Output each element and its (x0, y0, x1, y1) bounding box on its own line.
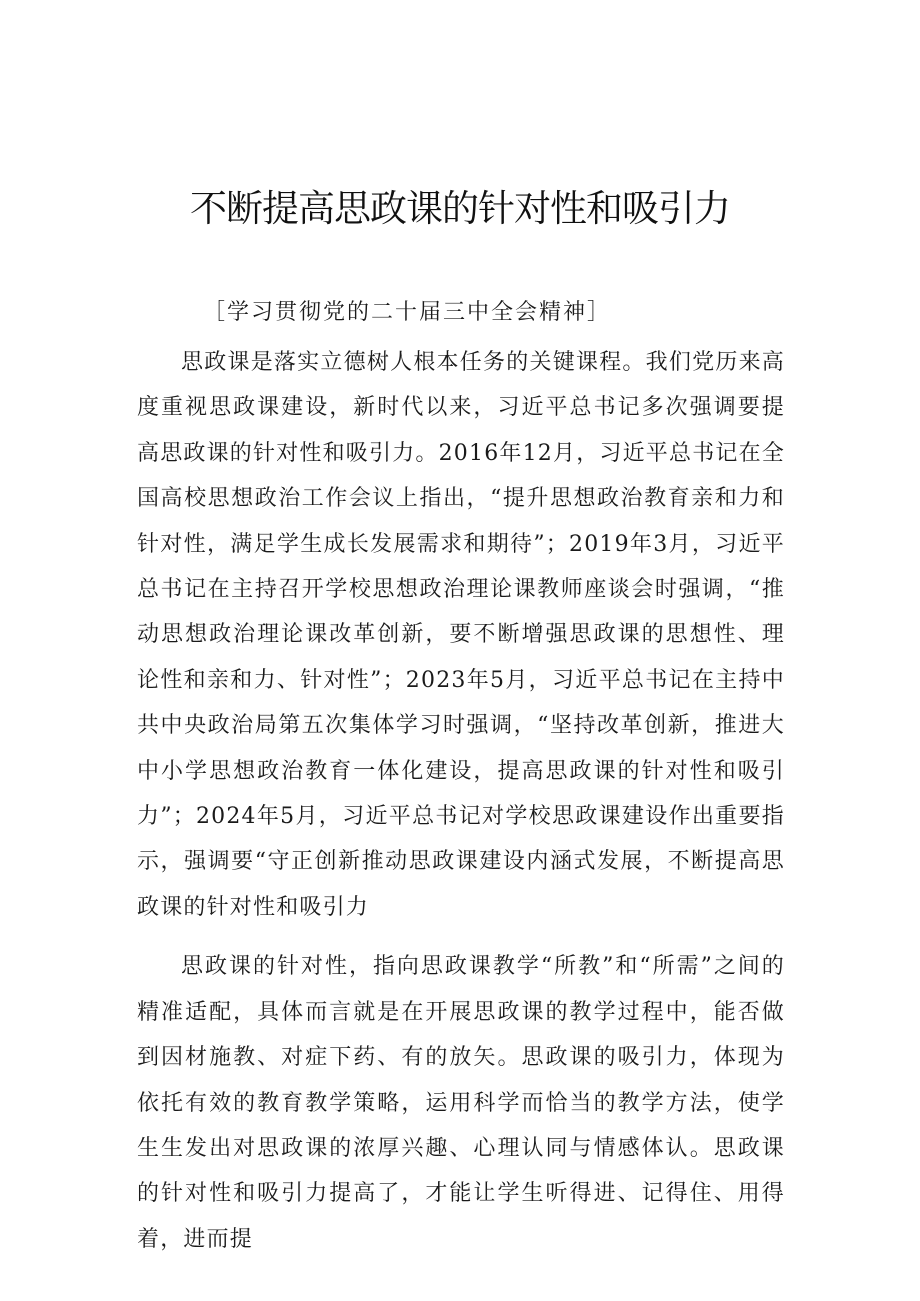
article-body (137, 340, 785, 1262)
series-tag: ［学习贯彻党的二十届三中全会精神］ (203, 300, 612, 325)
document-title: 不断提高思政课的针对性和吸引力 (190, 187, 730, 230)
paragraph: 思政课的针对性，指向思政课教学“所教”和“所需”之间的精准适配，具体而言就是在开展思政课的教学过程中，能否做到因材施教、对症下药、有的放矢。思政课的吸引力，体现为依托有效的教育教学策略，运用科学而恰当的教学方法，使学生生发出对思政课的浓厚兴趣、心理认同与情感体认。思政课的针对性和吸引力提高了，才能让学生听得进、记得住、用得着，进而提 (137, 954, 785, 1252)
paragraph: 思政课是落实立德树人根本任务的关键课程。我们党历来高度重视思政课建设，新时代以来，习近平总书记多次强调要提高思政课的针对性和吸引力。2016年12月，习近平总书记在全国高校思想政治工作会议上指出，“提升思想政治教育亲和力和针对性，满足学生成长发展需求和期待”；2019年3月，习近平总书记在主持召开学校思想政治理论课教师座谈会时强调，“推动思想政治理论课改革创新，要不断增强思政课的思想性、理论性和亲和力、针对性”；2023年5月，习近平总书记在主持中共中央政治局第五次集体学习时强调，“坚持改革创新，推进大中小学思想政治教育一体化建设，提高思政课的针对性和吸引力”；2024年5月，习近平总书记对学校思政课建设作出重要指示，强调要“守正创新推动思政课建设内涵式发展，不断提高思政课的针对性和吸引力 (137, 350, 785, 920)
